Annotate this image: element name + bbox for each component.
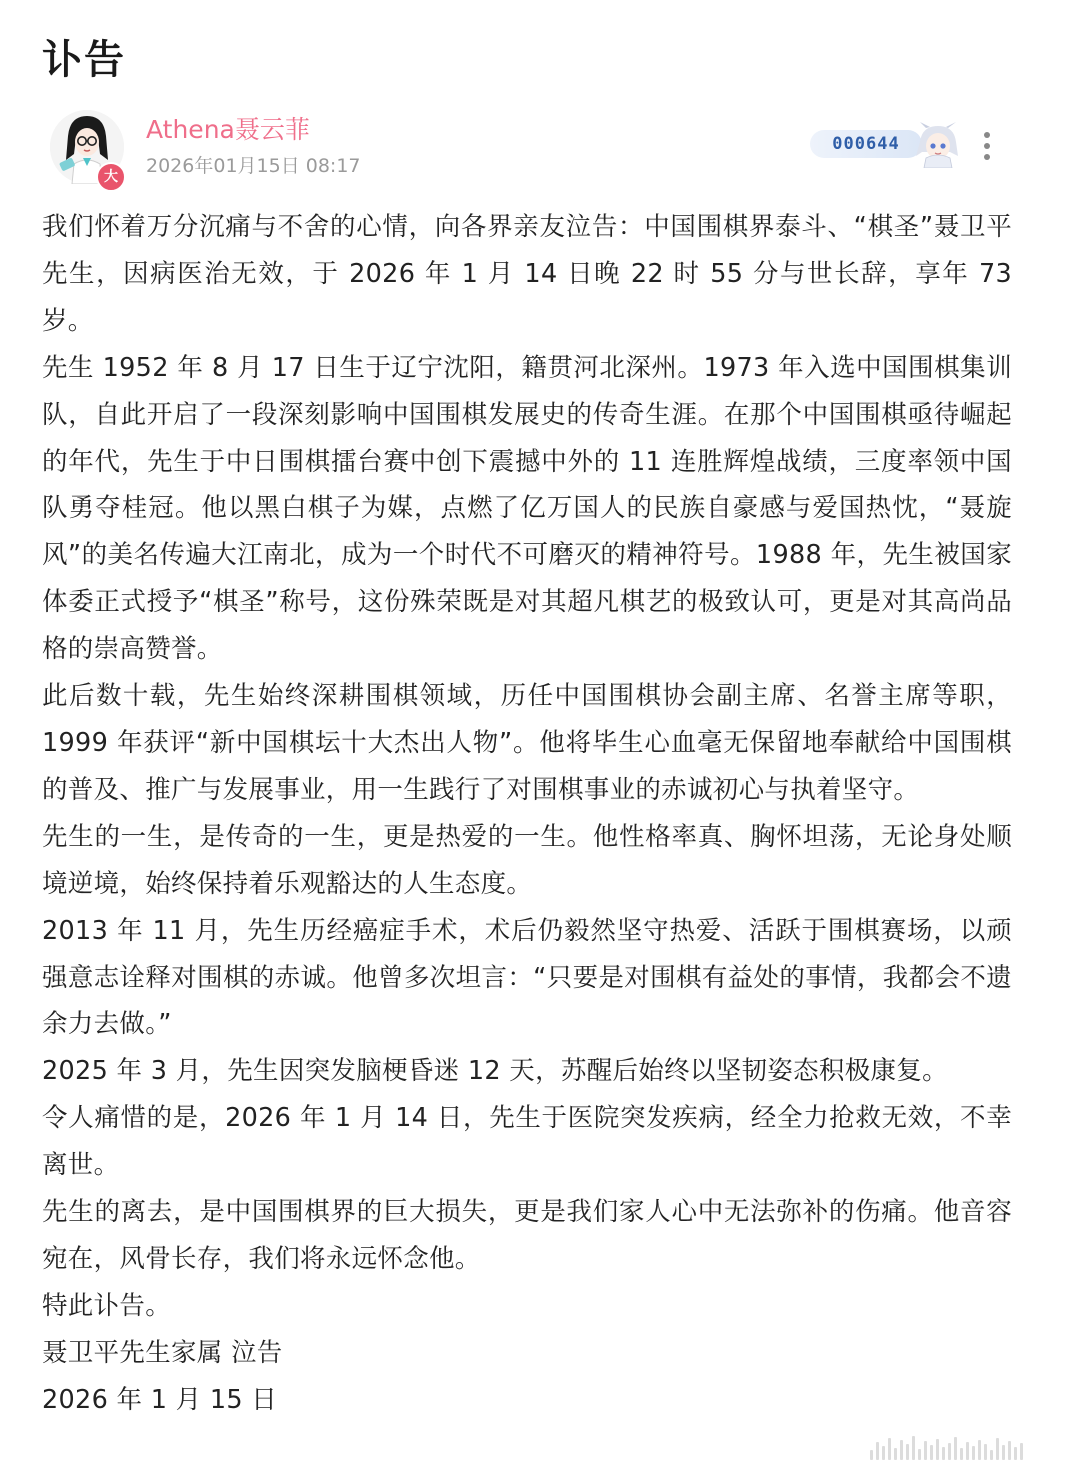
paragraph-2013: 2013 年 11 月，先生历经癌症手术，术后仍毅然坚守热爱、活跃于围棋赛场，以顽强意志诠释对围棋的赤诚。他曾多次坦言：“只要是对围棋有益处的事情，我都会不遗余力去做。” (42, 915, 1012, 1040)
post-timestamp: 2026年01月15日 08:17 (146, 155, 361, 177)
paragraph-career: 此后数十载，先生始终深耕围棋领域，历任中国围棋协会副主席、名誉主席等职，1999 年获评“新中国棋坛十大杰出人物”。他将毕生心血毫无保留地奉献给中国围棋的普及、推广与发展事业，用一生践行了对围棋事业的赤诚初心与执着坚守。 (42, 681, 1012, 805)
paragraph-character: 先生的一生，是传奇的一生，更是热爱的一生。他性格率真、胸怀坦荡，无论身处顺境逆境，始终保持着乐观豁达的人生态度。 (42, 821, 1012, 899)
page-title: 讣告 (42, 37, 126, 83)
more-vertical-icon (984, 132, 990, 138)
paragraph-closing: 特此讣告。 (42, 1290, 172, 1321)
more-vertical-icon-dot-3 (984, 154, 990, 160)
avatar[interactable] (50, 110, 124, 184)
anime-figure-icon (912, 122, 960, 168)
paragraph-remembrance: 先生的离去，是中国围棋界的巨大损失，更是我们家人心中无法弥补的伤痛。他音容宛在，风骨长存，我们将永远怀念他。 (42, 1197, 1012, 1274)
paragraph-announcement: 我们怀着万分沉痛与不舍的心情，向各界亲友泣告：中国围棋界泰斗、“棋圣”聂卫平先生，因病医治无效，于 2026 年 1 月 14 日晚 22 时 55 分与世长辞，享年 73 岁。 (42, 212, 1012, 336)
author-header (50, 108, 1040, 192)
watermark (870, 1432, 1026, 1460)
paragraph-signature: 聂卫平先生家属 泣告 (42, 1337, 283, 1368)
more-vertical-icon-dot-2 (984, 143, 990, 149)
fan-badge[interactable] (810, 124, 960, 164)
paragraph-2025: 2025 年 3 月，先生因突发脑梗昏迷 12 天，苏醒后始终以坚韧姿态积极康复。 (42, 1056, 948, 1087)
verified-badge: 大 (96, 162, 126, 192)
paragraph-passing: 令人痛惜的是，2026 年 1 月 14 日，先生于医院突发疾病，经全力抢救无效，不幸离世。 (42, 1103, 1012, 1181)
author-name[interactable]: Athena聂云菲 (146, 115, 310, 144)
paragraph-biography: 先生 1952 年 8 月 17 日生于辽宁沈阳，籍贯河北深州。1973 年入选中国围棋集训队，自此开启了一段深刻影响中国围棋发展史的传奇生涯。在那个中国围棋亟待崛起的年代，先生于中日围棋擂台赛中创下震撼中外的 11 连胜辉煌战绩，三度率领中国队勇夺桂冠。他以黑白棋子为媒，点燃了亿万国人的民族自豪感与爱国热忱，“聂旋风”的美名传遍大江南北，成为一个时代不可磨灭的精神符号。1988 年，先生被国家体委正式授予“棋圣”称号，这份殊荣既是对其超凡棋艺的极致认可，更是对其高尚品格的崇高赞誉。 (42, 352, 1012, 665)
article-body (42, 204, 1012, 1424)
paragraph-date: 2026 年 1 月 15 日 (42, 1384, 278, 1415)
more-options-button[interactable] (972, 128, 1002, 164)
fan-badge-number: 000644 (832, 134, 900, 154)
